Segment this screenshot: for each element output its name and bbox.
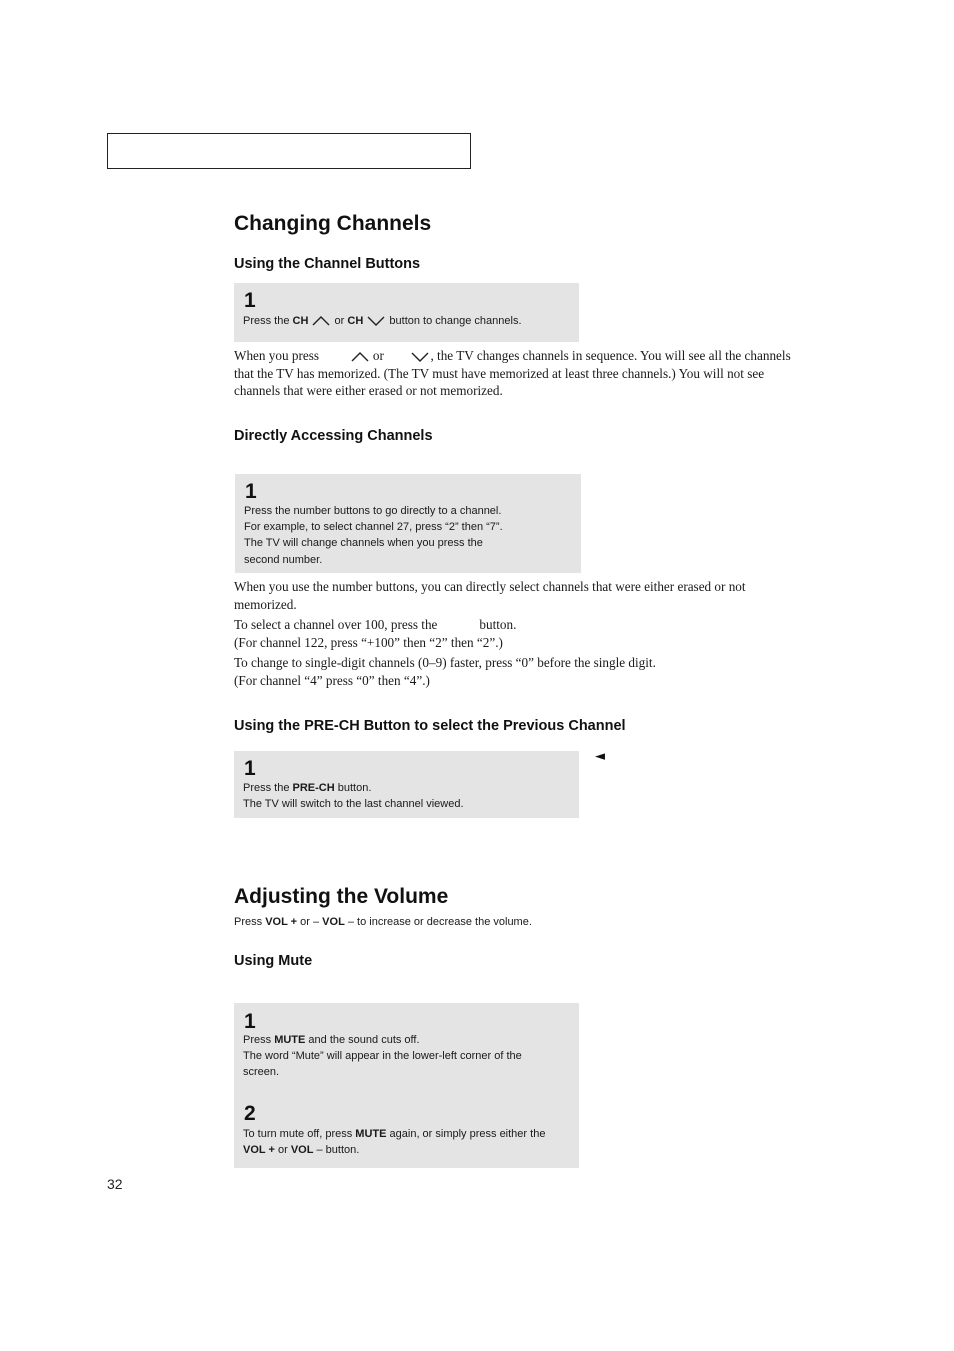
- step-line: The word “Mute” will appear in the lower-left corner of the: [243, 1050, 522, 1063]
- ch-button-label: CH: [292, 315, 309, 327]
- mute-button-label: MUTE: [355, 1128, 387, 1140]
- vol-down-label: VOL: [322, 916, 345, 928]
- step-text-part: button to change channels.: [389, 315, 522, 327]
- chevron-up-icon: [311, 315, 331, 327]
- step-text-part: button.: [334, 782, 372, 794]
- paragraph-channel-sequence: [234, 347, 800, 400]
- step-box-mute: [234, 1003, 579, 1168]
- para-line: (For channel “4” press “0” then “4”.): [234, 672, 430, 688]
- chevron-down-icon: [410, 351, 430, 363]
- step-line: The TV will change channels when you press the: [244, 537, 483, 550]
- prech-button-label: PRE-CH: [292, 782, 335, 794]
- step-line: The TV will switch to the last channel viewed.: [243, 798, 464, 811]
- step-number: 1: [245, 480, 257, 503]
- header-box: [107, 133, 471, 169]
- step-line: Press the number buttons to go directly to a channel.: [244, 505, 502, 517]
- step-text-part: or: [334, 315, 348, 327]
- step-box-channel-buttons: [234, 283, 579, 342]
- chevron-up-icon: [350, 351, 370, 363]
- step-text-part: – button.: [313, 1144, 360, 1157]
- step-text: [243, 1032, 522, 1081]
- vol-up-label: VOL +: [243, 1144, 275, 1157]
- step-text-part: again, or simply press either the: [386, 1128, 546, 1140]
- page-number: 32: [107, 1176, 123, 1192]
- step-line: For example, to select channel 27, press “2” then “7”.: [244, 521, 503, 534]
- para-part: button.: [479, 617, 517, 632]
- paragraph-number-buttons: When you use the number buttons, you can directly select channels that were either erased or not memorized.: [234, 579, 746, 612]
- step-number: 1: [244, 1010, 256, 1033]
- vol-down-label: VOL: [290, 1144, 314, 1157]
- step-text-part: Press the: [243, 782, 293, 794]
- step-line: screen.: [243, 1066, 280, 1079]
- step-text-part: To turn mute off, press: [243, 1128, 356, 1140]
- step-text: [243, 313, 522, 329]
- paragraph-over-100: [234, 616, 800, 651]
- step-text-part: Press the: [243, 315, 293, 327]
- step-number: 1: [244, 289, 256, 312]
- para-part: or: [372, 348, 384, 363]
- section-title-volume: Adjusting the Volume: [234, 885, 449, 908]
- heading-prech: Using the PRE-CH Button to select the Previous Channel: [234, 718, 626, 734]
- para-line: To change to single-digit channels (0–9) faster, press “0” before the single digit.: [234, 655, 656, 670]
- step-text: [243, 1126, 545, 1158]
- intro-part: – to increase or decrease the volume.: [344, 916, 532, 928]
- para-part: To select a channel over 100, press the: [234, 617, 438, 632]
- paragraph-single-digit: [234, 654, 800, 689]
- intro-part: or –: [297, 916, 323, 928]
- para-line: (For channel 122, press “+100” then “2” then “2”.): [234, 634, 503, 650]
- vol-up-label: VOL +: [265, 916, 298, 928]
- step-number: 1: [244, 757, 256, 780]
- step-box-prech: [234, 751, 579, 818]
- step-box-direct-access: [235, 474, 581, 573]
- step-text-part: or: [274, 1144, 291, 1157]
- para-part: When you press: [234, 348, 319, 363]
- mute-button-label: MUTE: [274, 1034, 306, 1046]
- step-line: second number.: [244, 553, 323, 566]
- heading-using-mute: Using Mute: [234, 953, 313, 969]
- step-text-part: Press: [243, 1034, 275, 1046]
- volume-intro: [234, 914, 532, 930]
- heading-channel-buttons: Using the Channel Buttons: [234, 256, 421, 272]
- step-number: 2: [244, 1102, 256, 1125]
- para-part: , the TV changes channels in sequence. You will see all the channels that the TV has memorized. (The TV must have memorized at least three channels.) You will not see channels that were either erased or not memorized.: [234, 348, 791, 398]
- heading-direct-access: Directly Accessing Channels: [234, 428, 433, 444]
- step-text: [243, 780, 464, 812]
- section-title-changing-channels: Changing Channels: [234, 212, 432, 235]
- intro-part: Press: [234, 916, 266, 928]
- chevron-down-icon: [366, 315, 386, 327]
- ch-button-label: CH: [347, 315, 364, 327]
- arrow-marker-icon: ◄: [595, 749, 605, 764]
- step-text: [244, 503, 503, 568]
- step-text-part: and the sound cuts off.: [305, 1034, 420, 1046]
